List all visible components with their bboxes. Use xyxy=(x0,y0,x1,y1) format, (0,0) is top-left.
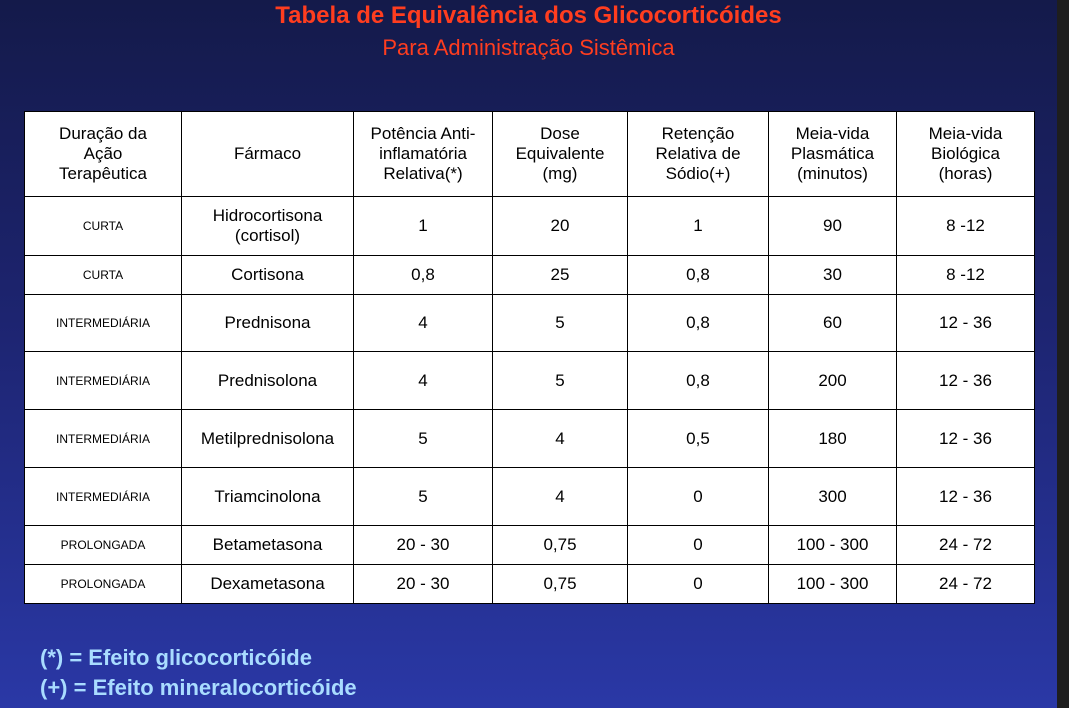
cell-potencia: 4 xyxy=(354,295,493,352)
table-row xyxy=(25,526,1035,565)
cell-duracao: CURTA xyxy=(25,197,182,256)
page-subtitle: Para Administração Sistêmica xyxy=(382,35,675,60)
cell-farmaco: Cortisona xyxy=(182,256,354,295)
cell-farmaco: Prednisona xyxy=(182,295,354,352)
header-potencia: Potência Anti- inflamatória Relativa(*) xyxy=(354,112,493,197)
footnote-mineralocorticoide: (+) = Efeito mineralocorticóide xyxy=(40,675,357,700)
cell-dose: 0,75 xyxy=(493,526,628,565)
window-edge xyxy=(1057,0,1069,708)
cell-plasmatica: 100 - 300 xyxy=(769,526,897,565)
cell-potencia: 20 - 30 xyxy=(354,565,493,604)
table-row xyxy=(25,468,1035,526)
cell-duracao: INTERMEDIÁRIA xyxy=(25,468,182,526)
cell-retencao: 0,8 xyxy=(628,352,769,410)
cell-farmaco: Hidrocortisona (cortisol) xyxy=(182,197,354,256)
cell-biologica: 12 - 36 xyxy=(897,295,1035,352)
cell-plasmatica: 90 xyxy=(769,197,897,256)
table-row xyxy=(25,256,1035,295)
glucocorticoid-table xyxy=(24,111,1035,604)
cell-plasmatica: 300 xyxy=(769,468,897,526)
footnote-glicocorticoide: (*) = Efeito glicocorticóide xyxy=(40,645,312,670)
cell-plasmatica: 100 - 300 xyxy=(769,565,897,604)
cell-dose: 4 xyxy=(493,410,628,468)
cell-retencao: 0,8 xyxy=(628,295,769,352)
cell-potencia: 0,8 xyxy=(354,256,493,295)
header-meia-vida-plasmatica: Meia-vida Plasmática (minutos) xyxy=(769,112,897,197)
cell-duracao: INTERMEDIÁRIA xyxy=(25,410,182,468)
cell-duracao: INTERMEDIÁRIA xyxy=(25,352,182,410)
cell-plasmatica: 30 xyxy=(769,256,897,295)
cell-plasmatica: 200 xyxy=(769,352,897,410)
cell-biologica: 12 - 36 xyxy=(897,410,1035,468)
cell-duracao: PROLONGADA xyxy=(25,526,182,565)
header-farmaco: Fármaco xyxy=(182,112,354,197)
cell-duracao: PROLONGADA xyxy=(25,565,182,604)
cell-biologica: 8 -12 xyxy=(897,197,1035,256)
cell-biologica: 12 - 36 xyxy=(897,352,1035,410)
header-dose: Dose Equivalente (mg) xyxy=(493,112,628,197)
cell-retencao: 0,8 xyxy=(628,256,769,295)
table-header-row xyxy=(25,112,1035,197)
cell-farmaco: Betametasona xyxy=(182,526,354,565)
header-duracao: Duração da Ação Terapêutica xyxy=(25,112,182,197)
cell-potencia: 20 - 30 xyxy=(354,526,493,565)
table-row xyxy=(25,352,1035,410)
header-retencao: Retenção Relativa de Sódio(+) xyxy=(628,112,769,197)
cell-farmaco: Prednisolona xyxy=(182,352,354,410)
cell-retencao: 0 xyxy=(628,468,769,526)
cell-duracao: INTERMEDIÁRIA xyxy=(25,295,182,352)
cell-biologica: 24 - 72 xyxy=(897,526,1035,565)
footnotes xyxy=(40,643,357,703)
cell-dose: 0,75 xyxy=(493,565,628,604)
cell-retencao: 1 xyxy=(628,197,769,256)
cell-dose: 5 xyxy=(493,352,628,410)
cell-dose: 25 xyxy=(493,256,628,295)
cell-farmaco: Metilprednisolona xyxy=(182,410,354,468)
cell-duracao: CURTA xyxy=(25,256,182,295)
cell-dose: 5 xyxy=(493,295,628,352)
table-row xyxy=(25,410,1035,468)
cell-potencia: 5 xyxy=(354,410,493,468)
table-row xyxy=(25,295,1035,352)
cell-farmaco: Triamcinolona xyxy=(182,468,354,526)
cell-plasmatica: 60 xyxy=(769,295,897,352)
table-row xyxy=(25,565,1035,604)
cell-biologica: 12 - 36 xyxy=(897,468,1035,526)
cell-potencia: 1 xyxy=(354,197,493,256)
cell-potencia: 5 xyxy=(354,468,493,526)
cell-retencao: 0 xyxy=(628,526,769,565)
cell-biologica: 8 -12 xyxy=(897,256,1035,295)
cell-dose: 4 xyxy=(493,468,628,526)
cell-retencao: 0,5 xyxy=(628,410,769,468)
cell-farmaco: Dexametasona xyxy=(182,565,354,604)
cell-dose: 20 xyxy=(493,197,628,256)
page-title: Tabela de Equivalência dos Glicocorticóides xyxy=(275,2,782,29)
header-meia-vida-biologica: Meia-vida Biológica (horas) xyxy=(897,112,1035,197)
cell-retencao: 0 xyxy=(628,565,769,604)
table-row xyxy=(25,197,1035,256)
cell-biologica: 24 - 72 xyxy=(897,565,1035,604)
cell-potencia: 4 xyxy=(354,352,493,410)
cell-plasmatica: 180 xyxy=(769,410,897,468)
